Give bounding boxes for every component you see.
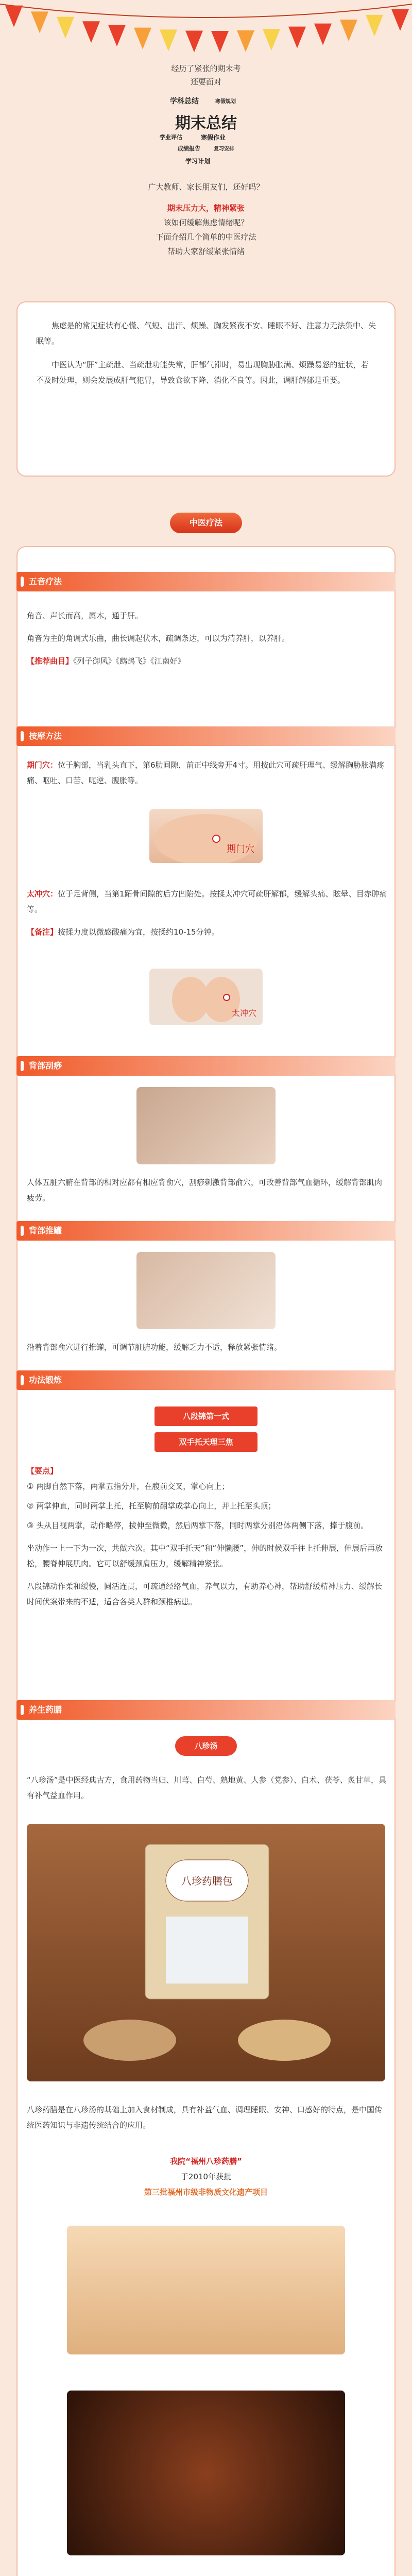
section-text: 太冲穴：位于足背侧，当第1跖骨间隙的后方凹陷处。按揉太冲穴可疏肝解郁，缓解头痛、眩晕、目赤肿痛等。 【备注】按揉力度以微感酸痛为宜，按揉约10-15分钟。: [27, 889, 387, 937]
herb-bag-photo: [27, 1824, 385, 2081]
intro-paragraph: 焦虑是的常见症状有心慌、气短、出汗、烦躁、胸发紧夜不安、睡眠不好、注意力无法集中、失眠等。: [36, 321, 376, 346]
bunting-flag: [31, 11, 48, 33]
section-text: 角音、声长而高，属木，通于肝。 角音为主的角调式乐曲，曲长调起伏木，疏调条达，可以为清养肝，以养肝。 【推荐曲目】《列子御风》《鹧鸪飞》《江南好》: [27, 611, 290, 666]
word-cloud: [154, 96, 258, 173]
section-text: 【要点】 ① 两脚自然下落，两掌五指分开，在腹前交叉，掌心向上； ② 两掌伸直，同时两掌上托，托至胸前翻掌成掌心向上，并上托至头顶； ③ 头从目视两掌，动作略停，拔伸至微微，然后两掌下落，同时两掌分别沿体两侧下落，捧于腹前。 坐动作一上一下为一次，共做六次。其中“双手托天”和“伸懒腰”，伸的时候双手往上托伸展，伸展后再放松，腰脊伸展肌肉。它可以舒缓颈肩压力，缓解精神紧张。 八段锦动作柔和缓慢，圆活连贯，可疏通经络气血，养气以力，有助养心神，帮助舒缓精神压力、缓解长时间伏案带来的不适，适合各类人群和颈椎病患。: [27, 1466, 383, 1606]
section-text: 期门穴：位于胸部，当乳头直下，第6肋间隙，前正中线旁开4寸。用按此穴可疏肝理气、缓解胸胁胀满疼痛、呕吐、口苦、呃逆、腹胀等。: [27, 760, 385, 785]
bunting-flag: [340, 20, 357, 41]
bunting-flag: [108, 25, 126, 46]
bunting-flag: [366, 15, 383, 37]
bunting-flag: [57, 17, 74, 39]
section-header-music: 五音疗法: [16, 572, 396, 591]
section-header-guasha: 背部刮痧: [16, 1056, 396, 1076]
word-cloud-item: 学业评估: [160, 134, 182, 141]
bunting-flag: [263, 29, 280, 50]
herb-bag-label: 八珍药膳包: [181, 1875, 233, 1887]
honor-line: 第三批福州市级非物质文化遗产项目: [144, 2188, 268, 2197]
bunting-flag: [5, 6, 23, 27]
intro-line: 经历了紧张的期末考: [171, 64, 241, 73]
bunting-flag: [211, 31, 229, 53]
bazhen-title: 八珍汤: [175, 1736, 237, 1756]
soup-photo: [67, 2391, 345, 2555]
baduanjin-subtitle: 双手托天理三焦: [154, 1432, 258, 1452]
guasha-photo: [136, 1087, 276, 1164]
bunting-flag: [134, 28, 151, 49]
word-cloud-item: 复习安排: [214, 146, 234, 152]
section-text: 八珍药膳是在八珍汤的基础上加入食材制成，具有补益气血、调理睡眠、安神、口感好的特点，是中国传统医药知识与非遗传统结合的应用。: [27, 2105, 383, 2130]
word-cloud-item: 寒假作业: [201, 134, 226, 141]
honor-line: 于2010年获批: [180, 2172, 232, 2181]
family-meal-photo: [67, 2226, 345, 2354]
bunting-flag: [160, 29, 177, 51]
section-header-exercise: 功法锻炼: [16, 1370, 396, 1390]
bunting-flag: [391, 9, 409, 31]
tip-highlight: 期末压力大，精神紧张: [167, 204, 245, 213]
word-cloud-item: 寒假规划: [215, 99, 236, 105]
baduanjin-title: 八段锦第一式: [154, 1406, 258, 1426]
section-text: 沿着背部俞穴进行推罐，可调节脏腑功能，缓解乏力不适，释放紧张情绪。: [27, 1343, 282, 1352]
bunting-flag: [237, 30, 254, 52]
word-cloud-item: 期末总结: [175, 114, 237, 132]
section-pill-tcm: 中医疗法: [170, 513, 242, 533]
honor-line: 我院“福州八珍药膳”: [170, 2157, 242, 2166]
intro-paragraph: 中医认为“肝”主疏泄、当疏泄功能失常，肝郁气滞时，易出现胸胁胀满、烦躁易怒的症状，若不及时处理，则会发展成肝气犯胃，导致食欲下降、消化不良等。因此，调肝解郁是重要。: [36, 360, 369, 385]
section-header-massage: 按摩方法: [16, 726, 396, 746]
intro: [0, 62, 412, 259]
qimen-label: 期门穴: [227, 844, 254, 855]
section-header-diet: 养生药膳: [16, 1700, 396, 1720]
bunting-flag: [314, 24, 332, 45]
word-cloud-item: 学科总结: [170, 97, 199, 106]
bunting-flag: [82, 21, 100, 43]
bunting-decoration: [0, 0, 412, 57]
tip-line: 该如何缓解焦虑情绪呢？: [163, 218, 249, 227]
section-text: “八珍汤”是中医经典古方，食用药物当归、川芎、白芍、熟地黄、人参（党参）、白术、茯苓、炙甘草，具有补气益血作用。: [27, 1775, 387, 1800]
section-text: 人体五脏六腑在背部的相对应都有相应背俞穴，刮痧刺激背部俞穴，可改善背部气血循环，缓解背部肌肉疲劳。: [27, 1178, 383, 1202]
tip-line: 下面介绍几个简单的中医疗法: [156, 232, 256, 242]
cupping-photo: [136, 1252, 276, 1329]
bunting-flag: [288, 27, 306, 48]
intro-line: 还要面对: [190, 77, 221, 87]
tip-line: 帮助大家舒缓紧张情绪: [167, 247, 245, 256]
word-cloud-item: 学习计划: [185, 158, 211, 165]
bunting-flag: [185, 30, 203, 52]
qimen-acupoint-photo: [149, 809, 263, 863]
taichong-acupoint-photo: [149, 969, 263, 1025]
intro-card: [16, 301, 396, 477]
word-cloud-item: 成绩报告: [178, 145, 200, 152]
taichong-label: 太冲穴: [232, 1008, 257, 1018]
intro-question: 广大教师、家长朋友们，还好吗？: [148, 182, 264, 192]
section-header-cupping: 背部推罐: [16, 1221, 396, 1241]
